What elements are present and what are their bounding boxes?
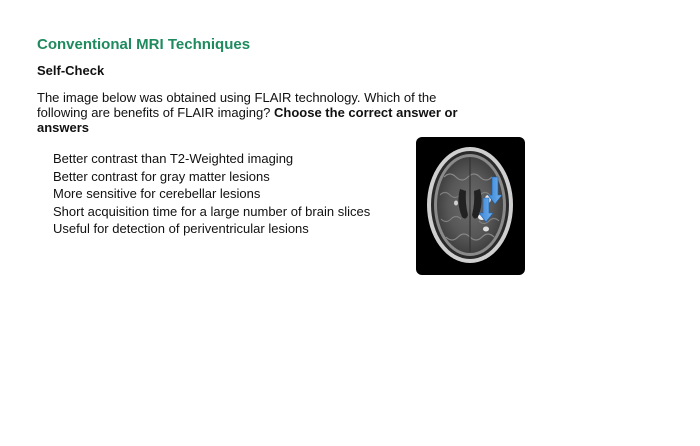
- question-text: [37, 90, 477, 135]
- answer-option-1[interactable]: Better contrast than T2-Weighted imaging: [53, 151, 294, 166]
- answer-option-2[interactable]: Better contrast for gray matter lesions: [53, 168, 270, 184]
- mri-brain-icon: [416, 137, 525, 275]
- answer-option-5[interactable]: Useful for detection of periventricular lesions: [53, 221, 309, 236]
- question-instruction: Choose the correct answer or answers: [37, 105, 458, 135]
- answer-options: [53, 150, 370, 238]
- question-body: The image below was obtained using FLAIR technology. Which of the following are benefits of FLAIR imaging?: [37, 90, 437, 120]
- answer-option-4[interactable]: Short acquisition time for a large number of brain slices: [53, 203, 371, 219]
- section-subtitle: Self-Check: [37, 63, 105, 78]
- page-title: Conventional MRI Techniques: [37, 36, 251, 53]
- mri-image: [416, 137, 525, 275]
- answer-option-3[interactable]: More sensitive for cerebellar lesions: [53, 186, 261, 201]
